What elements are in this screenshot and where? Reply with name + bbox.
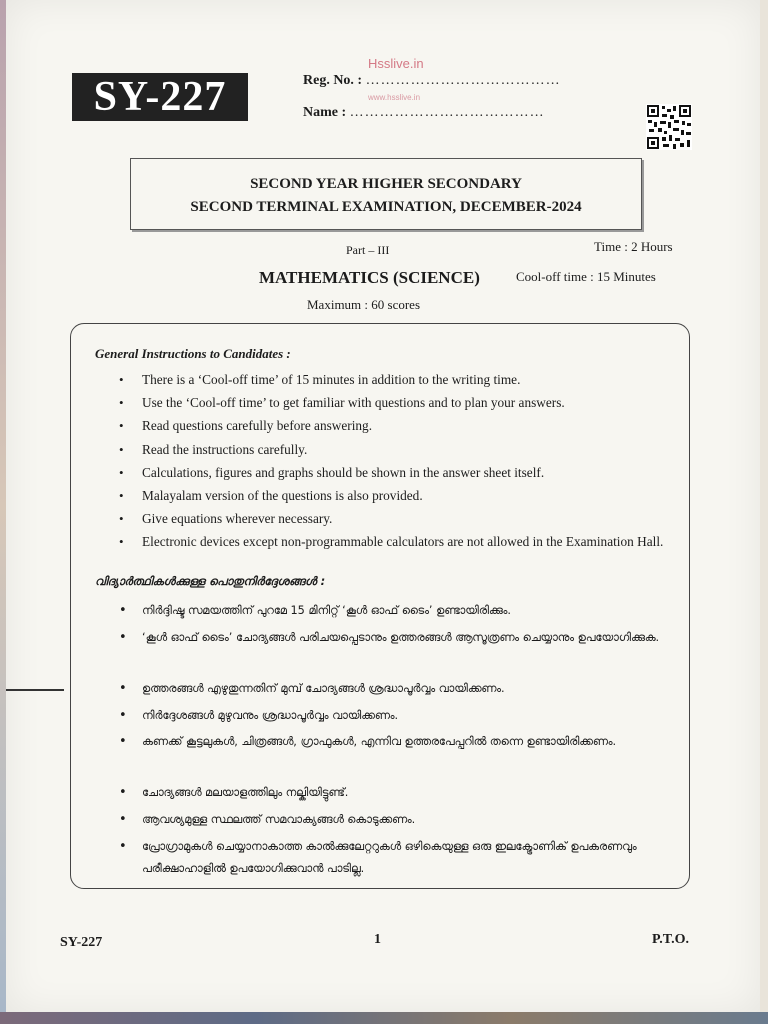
bullet-icon: •	[119, 418, 124, 434]
list-item: • ‘കൂൾ ഓഫ് ടൈം’ ചോദ്യങ്ങൾ പരിചയപ്പെടാനും ഉത്തരങ്ങൾ ആസൂത്രണം ചെയ്യാനും ഉപയോഗിക്കുക.	[95, 627, 673, 678]
watermark-small: www.hsslive.in	[368, 93, 421, 102]
time-label: Time : 2 Hours	[594, 239, 673, 254]
bullet-icon: •	[119, 680, 127, 696]
paper-code-box: SY-227	[72, 73, 248, 121]
english-instructions-list	[95, 370, 665, 574]
bullet-icon: •	[119, 812, 127, 828]
cooloff-label: Cool-off time : 15 Minutes	[516, 269, 656, 284]
exam-title-box	[130, 158, 642, 230]
bullet-icon: •	[119, 734, 127, 750]
reg-no-label: Reg. No. :	[303, 73, 363, 88]
footer-paper-code: SY-227	[60, 935, 103, 950]
bullet-icon: •	[119, 511, 124, 527]
instructions-box	[70, 323, 690, 889]
list-item: • കണക്ക് കൂട്ടലുകൾ, ചിത്രങ്ങൾ, ഗ്രാഫുകൾ, എന്നിവ ഉത്തരപേപ്പറിൽ തന്നെ ഉണ്ടായിരിക്കണം.	[95, 731, 673, 782]
list-item: • There is a ‘Cool-off time’ of 15 minutes in addition to the writing time.	[119, 372, 521, 387]
pto-label: P.T.O.	[652, 932, 689, 947]
bullet-icon: •	[119, 487, 124, 503]
subject-title: MATHEMATICS (SCIENCE)	[259, 268, 480, 287]
instructions-title: General Instructions to Candidates :	[95, 346, 291, 361]
bullet-icon: •	[119, 838, 127, 854]
list-item: • നിർദ്ദിഷ്ട സമയത്തിന് പുറമേ 15 മിനിറ്റ് ‘കൂൾ ഓഫ് ടൈം’ ഉണ്ടായിരിക്കും.	[95, 600, 673, 627]
list-item: • Give equations wherever necessary.	[119, 511, 333, 527]
list-item: • Read questions carefully before answering.	[119, 418, 373, 434]
bullet-icon: •	[119, 372, 124, 387]
name-row	[303, 105, 545, 121]
background-strip	[0, 1012, 768, 1024]
reg-no-field[interactable]: …………………………………	[365, 73, 561, 88]
margin-line	[6, 689, 64, 691]
page-number: 1	[374, 932, 381, 947]
list-item: • നിർദ്ദേശങ്ങൾ മുഴുവനും ശ്രദ്ധാപൂർവ്വം വായിക്കണം.	[95, 705, 673, 732]
name-field[interactable]: …………………………………	[349, 105, 545, 120]
bullet-icon: •	[119, 534, 124, 550]
bullet-icon: •	[119, 441, 124, 457]
exam-title-line2: SECOND TERMINAL EXAMINATION, DECEMBER-2024	[190, 199, 582, 215]
list-item: • ആവശ്യമുള്ള സ്ഥലത്ത് സമവാക്യങ്ങൾ കൊടുക്കണം.	[95, 809, 673, 836]
list-item: • പ്രോഗ്രാമുകൾ ചെയ്യാനാകാത്ത കാൽക്കുലേറ്ററുകൾ ഒഴികെയുള്ള ഒരു ഇലക്ട്രോണിക് ഉപകരണവും പരീക്ഷാഹാളിൽ ഉപയോഗിക്കുവാൻ പാടില്ല.	[95, 836, 673, 887]
list-item: • Use the ‘Cool-off time’ to get familiar with questions and to plan your answers.	[119, 395, 565, 411]
list-item: • ചോദ്യങ്ങൾ മലയാളത്തിലും നല്കിയിട്ടുണ്ട്.	[95, 782, 673, 809]
watermark-top: Hsslive.in	[368, 56, 424, 71]
exam-title-line1: SECOND YEAR HIGHER SECONDARY	[250, 176, 522, 192]
maximum-score: Maximum : 60 scores	[307, 297, 421, 312]
bullet-icon: •	[119, 395, 124, 411]
bullet-icon: •	[119, 629, 127, 645]
malayalam-instructions-list	[95, 600, 673, 887]
bullet-icon: •	[119, 603, 127, 618]
list-item: • Read the instructions carefully.	[119, 441, 308, 457]
part-label: Part – III	[346, 243, 390, 257]
list-item: • Electronic devices except non-programmable calculators are not allowed in the Examination Hall.	[119, 534, 664, 550]
reg-no-row	[303, 73, 561, 89]
qr-code-icon	[646, 104, 692, 150]
bullet-icon: •	[119, 785, 127, 801]
list-item: • Calculations, figures and graphs should be shown in the answer sheet itself.	[119, 464, 545, 480]
malayalam-instructions-title: വിദ്യാർത്ഥികൾക്കുള്ള പൊതുനിർദ്ദേശങ്ങൾ :	[95, 574, 326, 588]
list-item: • Malayalam version of the questions is also provided.	[119, 487, 423, 503]
bullet-icon: •	[119, 464, 124, 480]
list-item: • ഉത്തരങ്ങൾ എഴുതുന്നതിന് മുമ്പ് ചോദ്യങ്ങൾ ശ്രദ്ധാപൂർവ്വം വായിക്കണം.	[95, 678, 673, 705]
name-label: Name :	[303, 105, 347, 120]
bullet-icon: •	[119, 707, 127, 723]
